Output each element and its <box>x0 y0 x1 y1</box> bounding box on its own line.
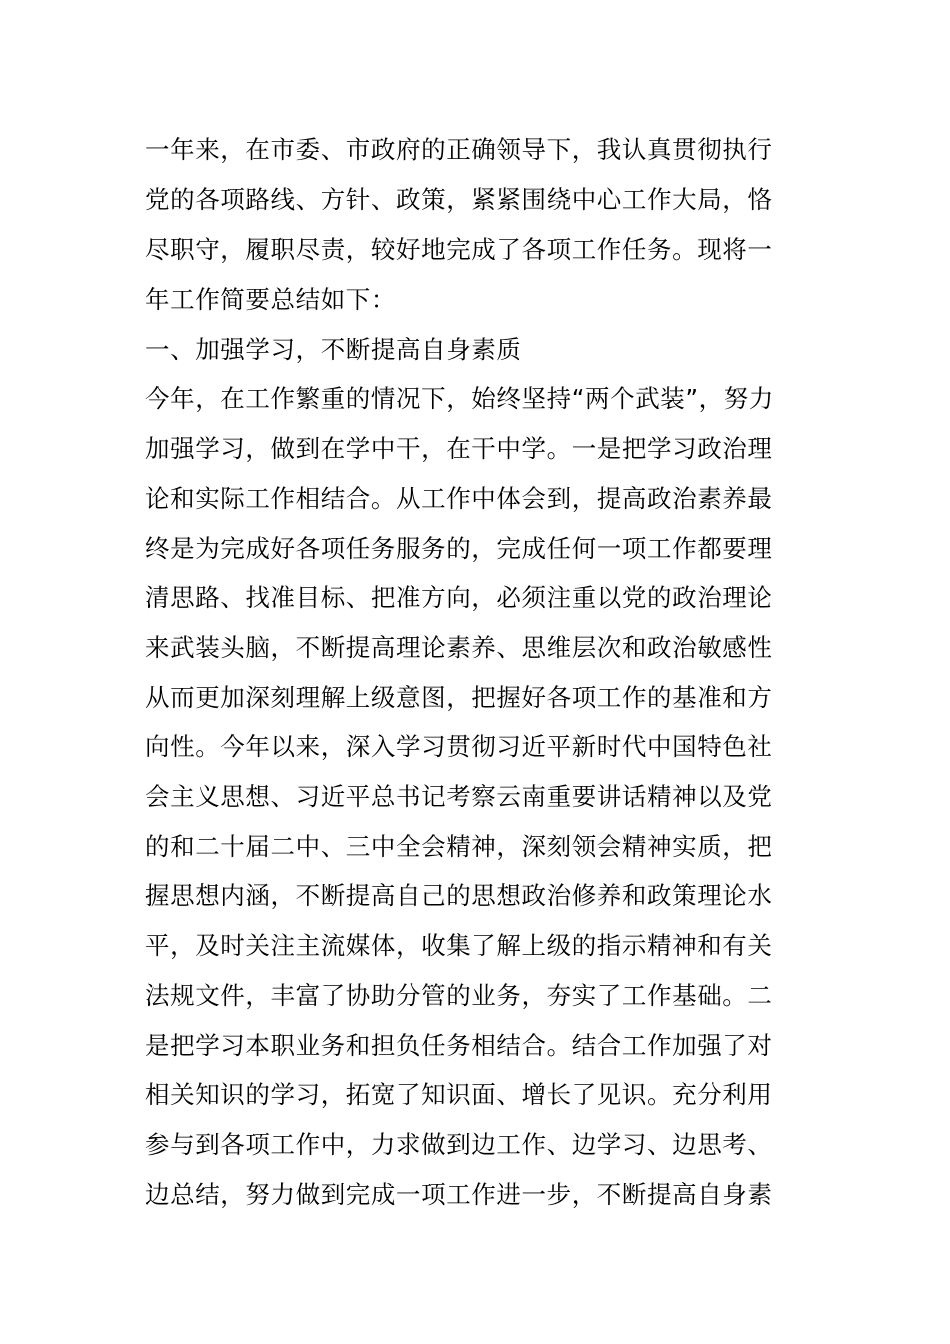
paragraph-line: 尽职守，履职尽责，较好地完成了各项工作任务。现将一 <box>145 235 773 264</box>
paragraph-line: 的和二十届二中、三中全会精神，深刻领会精神实质，把 <box>145 832 773 861</box>
paragraph-line: 边总结，努力做到完成一项工作进一步，不断提高自身素 <box>145 1180 773 1209</box>
paragraph-line: 法规文件，丰富了协助分管的业务，夯实了工作基础。二 <box>145 981 773 1010</box>
paragraph-line: 今年，在工作繁重的情况下，始终坚持“两个武装”，努力 <box>145 384 774 413</box>
paragraph-line: 参与到各项工作中，力求做到边工作、边学习、边思考、 <box>145 1130 773 1159</box>
paragraph-line: 一年来，在市委、市政府的正确领导下，我认真贯彻执行 <box>145 135 773 164</box>
paragraph-line: 加强学习，做到在学中干，在干中学。一是把学习政治理 <box>145 434 773 463</box>
paragraph-line: 清思路、找准目标、把准方向，必须注重以党的政治理论 <box>145 583 773 612</box>
paragraph-line: 平，及时关注主流媒体，收集了解上级的指示精神和有关 <box>145 931 773 960</box>
paragraph-line: 党的各项路线、方针、政策，紧紧围绕中心工作大局，恪 <box>145 185 773 214</box>
paragraph-line: 年工作简要总结如下： <box>145 285 396 314</box>
paragraph-line: 论和实际工作相结合。从工作中体会到，提高政治素养最 <box>145 484 773 513</box>
paragraph-line: 握思想内涵，不断提高自己的思想政治修养和政策理论水 <box>145 881 773 910</box>
paragraph-line: 终是为完成好各项任务服务的，完成任何一项工作都要理 <box>145 534 773 563</box>
paragraph-line: 相关知识的学习，拓宽了知识面、增长了见识。充分利用 <box>145 1080 773 1109</box>
paragraph-line: 是把学习本职业务和担负任务相结合。结合工作加强了对 <box>145 1031 773 1060</box>
section-heading: 一、加强学习，不断提高自身素质 <box>145 335 522 364</box>
paragraph-line: 向性。今年以来，深入学习贯彻习近平新时代中国特色社 <box>145 732 773 761</box>
paragraph-line: 从而更加深刻理解上级意图，把握好各项工作的基准和方 <box>145 683 773 712</box>
paragraph-line: 会主义思想、习近平总书记考察云南重要讲话精神以及党 <box>145 782 773 811</box>
paragraph-line: 来武装头脑，不断提高理论素养、思维层次和政治敏感性 <box>145 633 773 662</box>
